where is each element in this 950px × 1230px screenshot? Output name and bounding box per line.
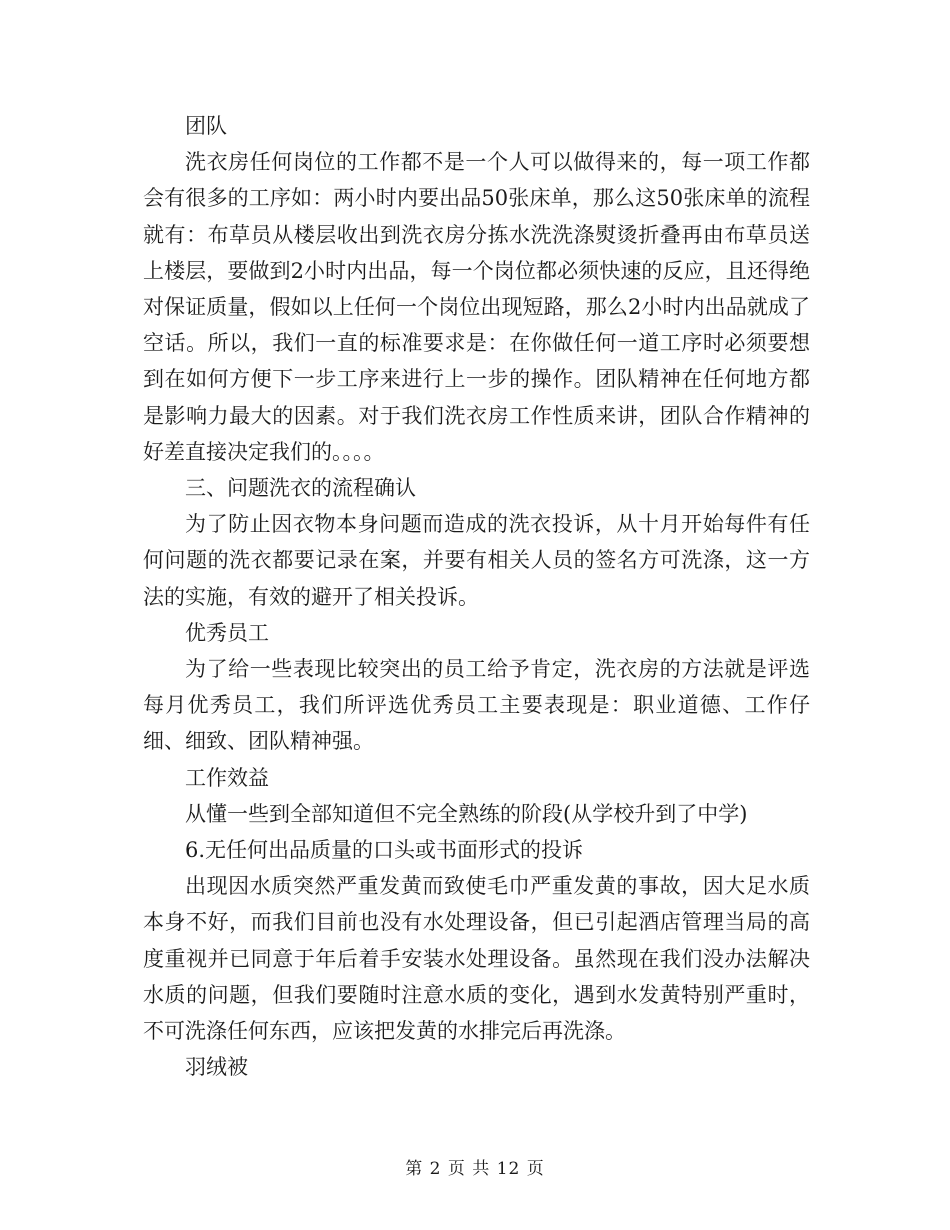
paragraph-water-quality: 出现因水质突然严重发黄而致使毛巾严重发黄的事故，因大足水质本身不好，而我们目前也没有水处理设备，但已引起酒店管理当局的高度重视并已同意于年后着手安装水处理设备。虽然现在我们没办法解决水质的问题，但我们要随时注意水质的变化，遇到水发黄特别严重时，不可洗涤任何东西，应该把发黄的水排完后再洗涤。 [143,874,810,1044]
page-number-footer: 第 2 页 共 12 页 [405,1159,545,1179]
heading-down-quilt: 羽绒被 [185,1055,248,1080]
paragraph-problem-laundry: 为了防止因衣物本身问题而造成的洗衣投诉，从十月开始每件有任何问题的洗衣都要记录在案，并要有相关人员的签名方可洗涤，这一方法的实施，有效的避开了相关投诉。 [143,512,810,609]
heading-problem-laundry: 三、问题洗衣的流程确认 [185,476,416,501]
heading-work-benefit: 工作效益 [185,765,269,790]
paragraph-work-benefit: 从懂一些到全部知道但不完全熟练的阶段(从学校升到了中学) [185,801,748,826]
paragraph-team-description: 洗衣房任何岗位的工作都不是一个人可以做得来的，每一项工作都会有很多的工序如：两小时内要出品50张床单，那么这50张床单的流程就有：布草员从楼层收出到洗衣房分拣水洗洗涤熨烫折叠再由布草员送上楼层，要做到2小时内出品，每一个岗位都必须快速的反应，且还得绝对保证质量，假如以上任何一个岗位出现短路，那么2小时内出品就成了空话。所以，我们一直的标准要求是：在你做任何一道工序时必须要想到在如何方便下一步工序来进行上一步的操作。团队精神在任何地方都是影响力最大的因素。对于我们洗衣房工作性质来讲，团队合作精神的好差直接决定我们的。。。。 [143,150,810,464]
heading-no-complaints: 6.无任何出品质量的口头或书面形式的投诉 [185,838,584,863]
heading-excellent-staff: 优秀员工 [185,620,269,645]
heading-team: 团队 [185,114,227,138]
paragraph-excellent-staff: 为了给一些表现比较突出的员工给予肯定，洗衣房的方法就是评选每月优秀员工，我们所评选优秀员工主要表现是：职业道德、工作仔细、细致、团队精神强。 [143,657,810,754]
document-body [143,108,810,1085]
